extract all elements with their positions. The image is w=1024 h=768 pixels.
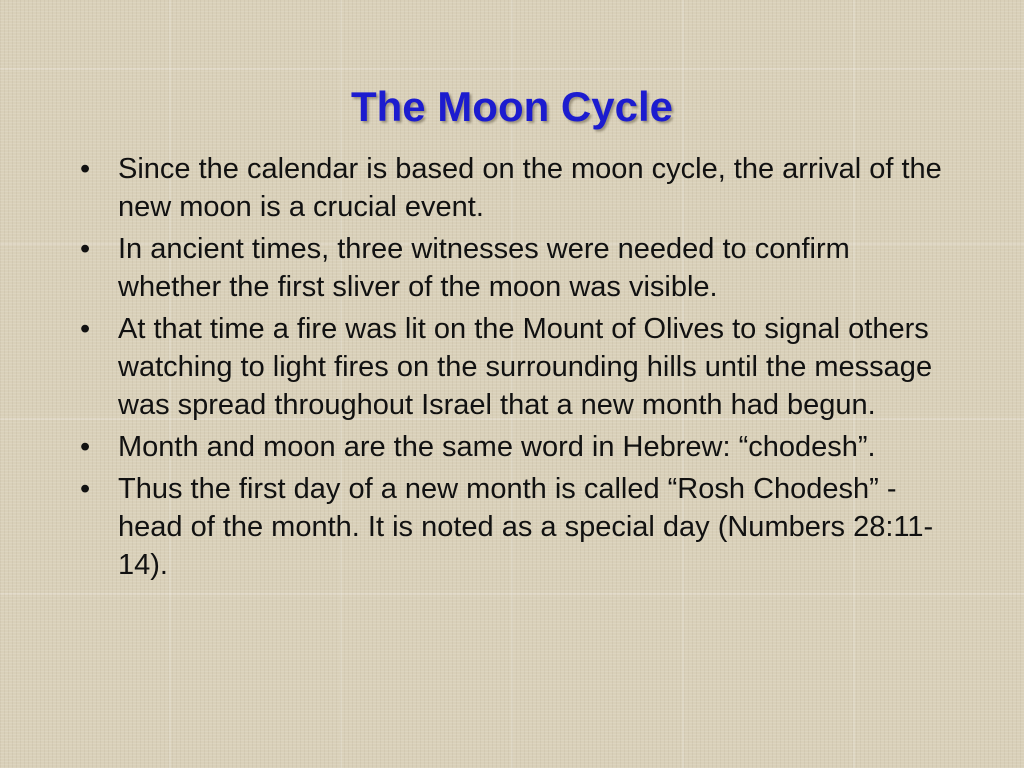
bullet-text: Month and moon are the same word in Hebrew: “chodesh”. — [118, 431, 876, 463]
bullet-item — [78, 230, 948, 306]
bullet-point-icon: • — [80, 313, 91, 345]
bullet-point-icon: • — [80, 473, 91, 505]
bullet-text: In ancient times, three witnesses were needed to confirm whether the first sliver of the moon was visible. — [118, 233, 850, 303]
bullet-text: Thus the first day of a new month is called “Rosh Chodesh” - head of the month. It is noted as a special day (Numbers 28:11-14). — [118, 473, 934, 581]
bullet-text: At that time a fire was lit on the Mount of Olives to signal others watching to light fires on the surrounding hills until the message was spread throughout Israel that a new month had begun. — [118, 313, 933, 421]
bullet-point-icon: • — [80, 153, 91, 185]
slide-title: The Moon Cycle — [350, 83, 674, 130]
bullet-item — [78, 470, 948, 584]
bullet-point-icon: • — [80, 431, 91, 463]
bullet-item — [78, 428, 948, 466]
bullet-text: Since the calendar is based on the moon cycle, the arrival of the new moon is a crucial event. — [118, 153, 942, 223]
bullet-item — [78, 310, 948, 424]
bullet-list — [78, 150, 948, 588]
bullet-point-icon: • — [80, 233, 91, 265]
bullet-item — [78, 150, 948, 226]
